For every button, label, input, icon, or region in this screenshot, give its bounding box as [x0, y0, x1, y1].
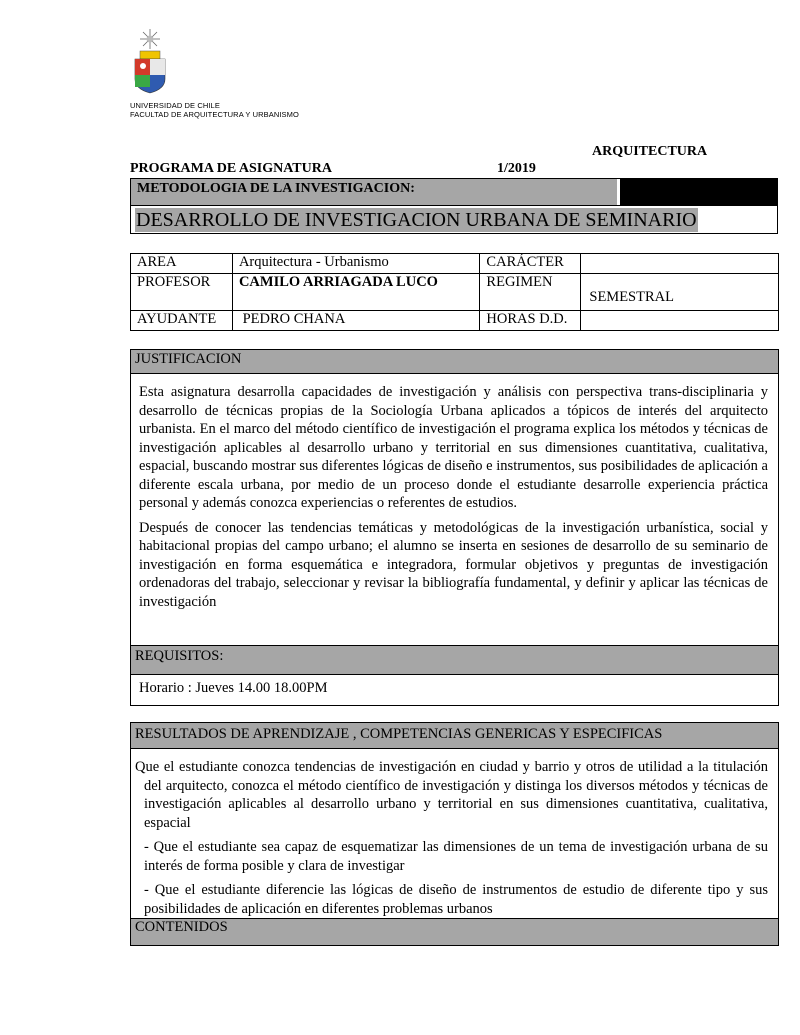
ayudante-value: PEDRO CHANA: [232, 311, 479, 331]
career-label: ARQUITECTURA: [592, 144, 708, 159]
university-crest-logo: [130, 27, 170, 97]
resultados-heading: RESULTADOS DE APRENDIZAJE , COMPETENCIAS GENERICAS Y ESPECIFICAS: [131, 723, 778, 749]
contenidos-heading: CONTENIDOS: [131, 918, 778, 945]
horas-value: [581, 311, 779, 331]
area-value: Arquitectura - Urbanismo: [232, 254, 479, 274]
course-title: DESARROLLO DE INVESTIGACION URBANA DE SEMINARIO: [136, 209, 697, 231]
table-row: [131, 254, 779, 274]
horario-text: Horario : Jueves 14.00 18.00PM: [139, 680, 328, 696]
title-divider: [130, 205, 778, 206]
institution-name: [130, 101, 299, 119]
profesor-label: PROFESOR: [131, 274, 233, 311]
ayudante-label: AYUDANTE: [131, 311, 233, 331]
course-info-table: [130, 253, 779, 331]
area-label: AREA: [131, 254, 233, 274]
horas-label: HORAS D.D.: [480, 311, 581, 331]
resultados-intro: Que el estudiante conozca tendencias de investigación en ciudad y barrio y otros de utilidad a la titulación del arquitecto, conozca el método científico de investigación y distinga los diversos métodos y técnicas de investigación aplicables al desarrollo urbano y territorial en sus dimensiones cuantitativa, cualitativa, espacial: [135, 759, 768, 831]
justificacion-paragraph-2: Después de conocer las tendencias temáticas y metodológicas de la investigación urbanística, social y habitacional propias del campo urbano; el alumno se inserta en sesiones de desarrollo de su seminario de investigación en forma esquemática e integradora, formular objetivos y preguntas de investigación ordenadoras del trabajo, seleccionar y revisar la bibliografía fundamental, y definir y aplicar las técnicas de investigación: [139, 519, 768, 610]
justificacion-section: [130, 349, 779, 706]
institution-line-2: FACULTAD DE ARQUITECTURA Y URBANISMO: [130, 110, 299, 119]
program-label: PROGRAMA DE ASIGNATURA: [130, 161, 332, 176]
period-label: 1/2019: [497, 161, 536, 176]
resultados-item-1: - Que el estudiante sea capaz de esquematizar las dimensiones de un tema de investigación urbana de su interés de forma posible y clara de investigar: [144, 839, 768, 874]
table-row: [131, 274, 779, 311]
regimen-label: REGIMEN: [480, 274, 581, 311]
redacted-block: [620, 179, 777, 205]
caracter-label: CARÁCTER: [480, 254, 581, 274]
justificacion-paragraph-1: Esta asignatura desarrolla capacidades de investigación y análisis con perspectiva trans-disciplinaria y desarrollo de técnicas propias de la Sociología Urbana aplicados a tópicos de interés del arquitecto urbanista. En el marco del método científico de investigación el programa explica los métodos y técnicas de investigación aplicables al desarrollo urbano y territorial en sus dimensiones cuantitativa, cualitativa, espacial, buscando mostrar sus diferentes lógicas de diseño e instrumentos, sus posibilidades de aplicación a diferente escala urbana, por medio de un proceso donde el estudiante desarrolle experiencia práctica personal y además conozca experiencias o referentes de estudios.: [139, 384, 768, 511]
resultados-item-2: - Que el estudiante diferencie las lógicas de diseño de instrumentos de estudio de diferente tipo y sus posibilidades de aplicación en diferentes problemas urbanos: [144, 882, 768, 917]
caracter-value: [581, 254, 779, 274]
resultados-section: [130, 722, 779, 946]
justificacion-heading: JUSTIFICACION: [131, 350, 778, 374]
course-type: METODOLOGIA DE LA INVESTIGACION:: [137, 181, 415, 196]
regimen-value: SEMESTRAL: [581, 274, 779, 311]
profesor-value: CAMILO ARRIAGADA LUCO: [232, 274, 479, 311]
institution-line-1: UNIVERSIDAD DE CHILE: [130, 101, 220, 110]
table-row: [131, 311, 779, 331]
requisitos-heading: REQUISITOS:: [131, 645, 778, 675]
